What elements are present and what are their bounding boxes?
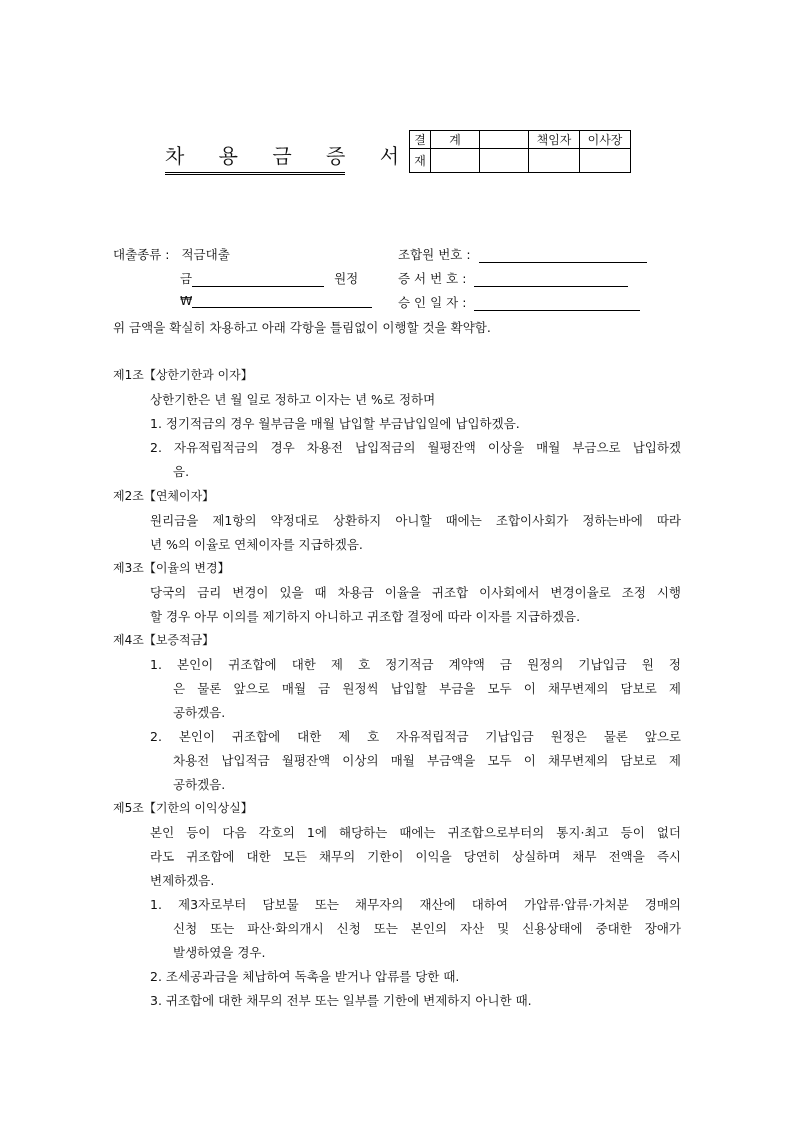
- article-2-line-text: 원리금을 제1항의 약정대로 상환하지 아니할 때에는 조합이사회가 정하는바에 따라: [150, 513, 681, 528]
- loan-type-row: [113, 245, 230, 263]
- cert-no-label: 증 서 번 호 :: [398, 271, 467, 286]
- cert-no-row: [398, 269, 628, 287]
- article-4-line-text: 1. 본인이 귀조합에 대한 제 호 정기적금 계약액 금 원정의 기납입금 원 정: [150, 657, 681, 672]
- loan-type-value: 적금대출: [181, 247, 230, 262]
- sign-box-manager[interactable]: [529, 149, 580, 173]
- article-1-line: 1. 정기적금의 경우 월부금을 매월 납입할 부금납입일에 납입하겠음.: [150, 416, 520, 431]
- member-no-row: [398, 245, 647, 263]
- article-1-heading: 제1조【상한기한과 이자】: [113, 368, 253, 382]
- article-4-heading: 제4조【보증적금】: [113, 633, 215, 647]
- article-5-line: 발생하였을 경우.: [173, 945, 266, 960]
- article-3-line-text: 당국의 금리 변경이 있을 때 차용금 이율을 귀조합 이사회에서 변경이율로 조정 시행: [150, 585, 681, 600]
- article-5-line: [150, 895, 681, 913]
- article-5-line: [150, 823, 681, 841]
- approval-gyeol: 결: [410, 131, 431, 149]
- sign-box-gye[interactable]: [431, 149, 480, 173]
- approval-col-director: 이사장: [580, 131, 631, 149]
- article-2-line: [150, 511, 681, 529]
- article-1-line: [150, 438, 681, 456]
- article-4-line: 공하겠음.: [173, 777, 226, 792]
- won-amount-field[interactable]: [192, 293, 372, 308]
- article-4-line-text: 2. 본인이 귀조합에 대한 제 호 자유적립적금 기납입금 원정은 물론 앞으로: [150, 729, 681, 744]
- approval-col-manager: 책임자: [529, 131, 580, 149]
- article-5-heading: 제5조【기한의 이익상실】: [113, 801, 253, 815]
- article-5-line: [150, 847, 681, 865]
- article-4-line: [173, 679, 681, 697]
- approval-date-label: 승 인 일 자 :: [398, 295, 467, 310]
- amount-row: [180, 269, 358, 287]
- article-3-line: 할 경우 아무 이의를 제기하지 아니하고 귀조합 결정에 따라 이자를 지급하겠음.: [150, 609, 581, 624]
- sign-box-director[interactable]: [580, 149, 631, 173]
- article-5-line-text: 라도 귀조합에 대한 모든 채무의 기한이 이익을 당연히 상실하며 채무 전액을 즉시: [150, 849, 681, 864]
- amount-suffix: 원정: [334, 271, 359, 286]
- article-2-line: 년 %의 이율로 연체이자를 지급하겠음.: [150, 537, 363, 552]
- member-no-field[interactable]: [479, 248, 647, 263]
- article-5-line-text: 1. 제3자로부터 담보물 또는 채무자의 재산에 대하여 가압류·압류·가처분 경매의: [150, 897, 681, 912]
- approval-col-empty: [480, 131, 529, 149]
- article-4-line: 공하겠음.: [173, 705, 226, 720]
- amount-field[interactable]: [192, 272, 324, 287]
- article-5-line-text: 신청 또는 파산·화의개시 신청 또는 본인의 자산 및 신용상태에 중대한 장애가: [173, 921, 681, 936]
- article-5-line: [173, 919, 681, 937]
- article-4-line-text: 은 물론 앞으로 매월 금 원정씩 납입할 부금을 모두 이 채무변제의 담보로 제: [173, 681, 681, 696]
- approval-col-gye: 계: [431, 131, 480, 149]
- article-1-line: 음.: [173, 464, 190, 479]
- approval-table: [409, 130, 631, 173]
- member-no-label: 조합원 번호 :: [398, 247, 471, 262]
- sign-box-empty[interactable]: [480, 149, 529, 173]
- article-1-line-text: 2. 자유적립적금의 경우 차용전 납입적금의 월평잔액 이상을 매월 부금으로 납입하겠: [150, 440, 681, 455]
- article-1-line: 상한기한은 년 월 일로 정하고 이자는 년 %로 정하며: [150, 392, 436, 407]
- amount-label: 금: [180, 271, 193, 286]
- approval-date-field[interactable]: [474, 296, 640, 311]
- article-5-line-text: 본인 등이 다음 각호의 1에 해당하는 때에는 귀조합으로부터의 통지·최고 등이 없더: [150, 825, 681, 840]
- article-4-line: [150, 655, 681, 673]
- article-5-line: 2. 조세공과금을 체납하여 독촉을 받거나 압류를 당한 때.: [150, 969, 460, 984]
- article-3-line: [150, 583, 681, 601]
- article-5-line: 3. 귀조합에 대한 채무의 전부 또는 일부를 기한에 변제하지 아니한 때.: [150, 993, 532, 1008]
- document-title: 차 용 금 증 서: [165, 140, 345, 175]
- article-3-heading: 제3조【이율의 변경】: [113, 561, 230, 575]
- won-symbol: ₩: [180, 293, 193, 308]
- article-4-line: [173, 751, 681, 769]
- article-2-heading: 제2조【연체이자】: [113, 489, 215, 503]
- won-row: [180, 293, 372, 308]
- article-5-line: 변제하겠음.: [150, 873, 215, 888]
- approval-date-row: [398, 293, 640, 311]
- loan-type-label: 대출종류 :: [113, 247, 170, 262]
- article-4-line-text: 차용전 납입적금 월평잔액 이상의 매월 부금액을 모두 이 채무변제의 담보로 제: [173, 753, 681, 768]
- pledge-text: 위 금액을 확실히 차용하고 아래 각항을 틀림없이 이행할 것을 확약함.: [113, 320, 491, 335]
- cert-no-field[interactable]: [474, 272, 628, 287]
- article-4-line: [150, 727, 681, 745]
- approval-jae: 재: [410, 149, 431, 173]
